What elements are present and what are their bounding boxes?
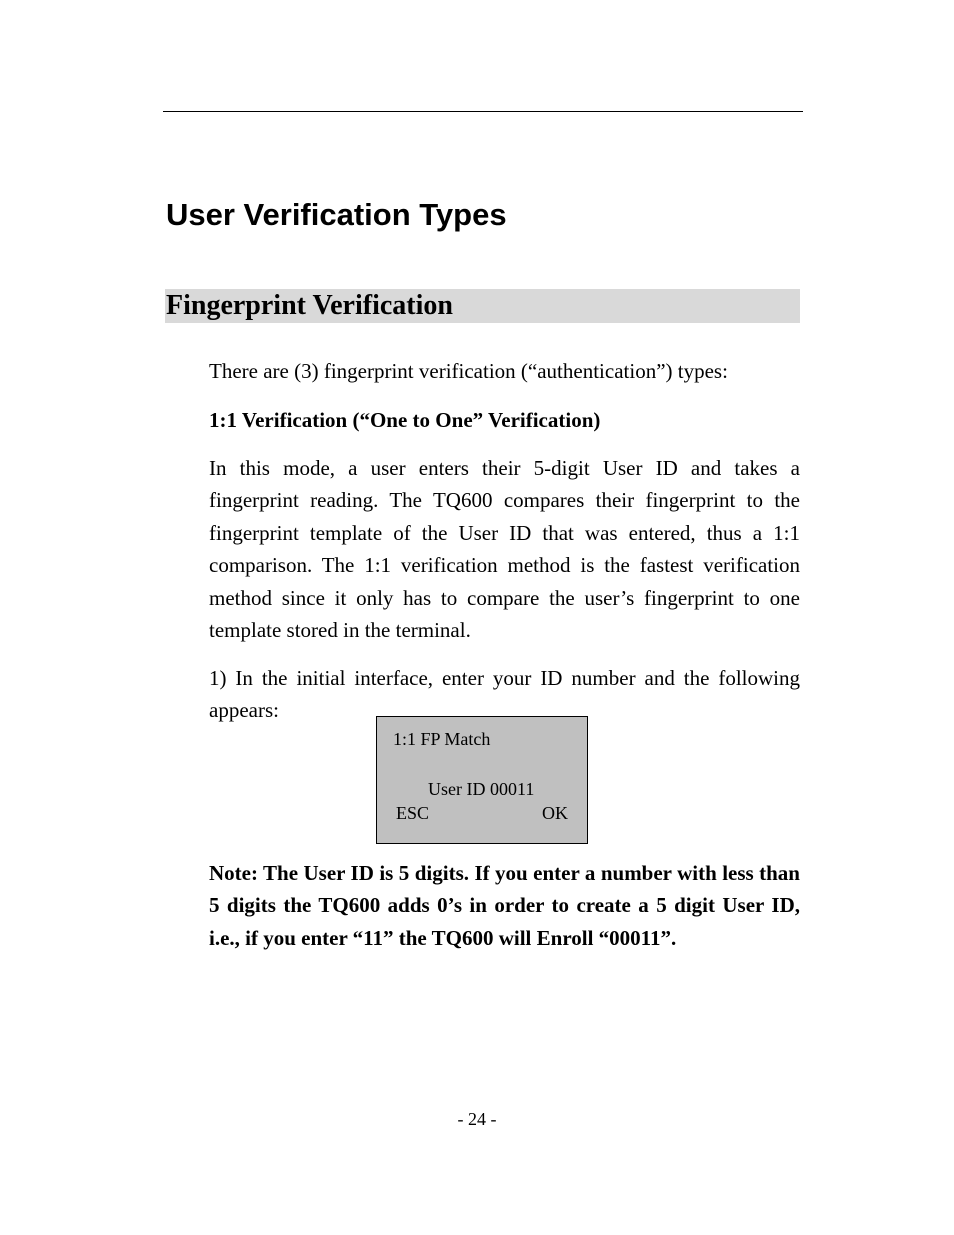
lcd-esc-label: ESC [396, 803, 430, 823]
description-paragraph: In this mode, a user enters their 5-digit User ID and takes a fingerprint reading. The TQ600 compares their fingerprint to the fingerprint template of the User ID that was entered, thus a 1:1 comparison. The 1:1 verification method is the fastest verification method since it only has to compare the user’s fingerprint to one template stored in the terminal. [209, 456, 800, 643]
lcd-title: 1:1 FP Match [393, 729, 491, 749]
header-rule [163, 111, 803, 112]
lcd-screen-illustration [376, 716, 588, 844]
subheading: 1:1 Verification (“One to One” Verification) [209, 408, 601, 432]
lcd-user-id: User ID 00011 [428, 779, 535, 799]
page-number: - 24 - [457, 1109, 497, 1129]
lcd-ok-label: OK [542, 803, 568, 823]
section-heading: Fingerprint Verification [166, 290, 453, 321]
intro-text: There are (3) fingerprint verification (“authentication”) types: [209, 359, 728, 383]
page-title: User Verification Types [166, 197, 507, 232]
note-text: Note: The User ID is 5 digits. If you enter a number with less than 5 digits the TQ600 adds 0’s in order to create a 5 digit User ID, i.e., if you enter “11” the TQ600 will Enroll “00011”. [209, 861, 800, 950]
step-1-text: 1) In the initial interface, enter your ID number and the following appears: [209, 666, 800, 723]
